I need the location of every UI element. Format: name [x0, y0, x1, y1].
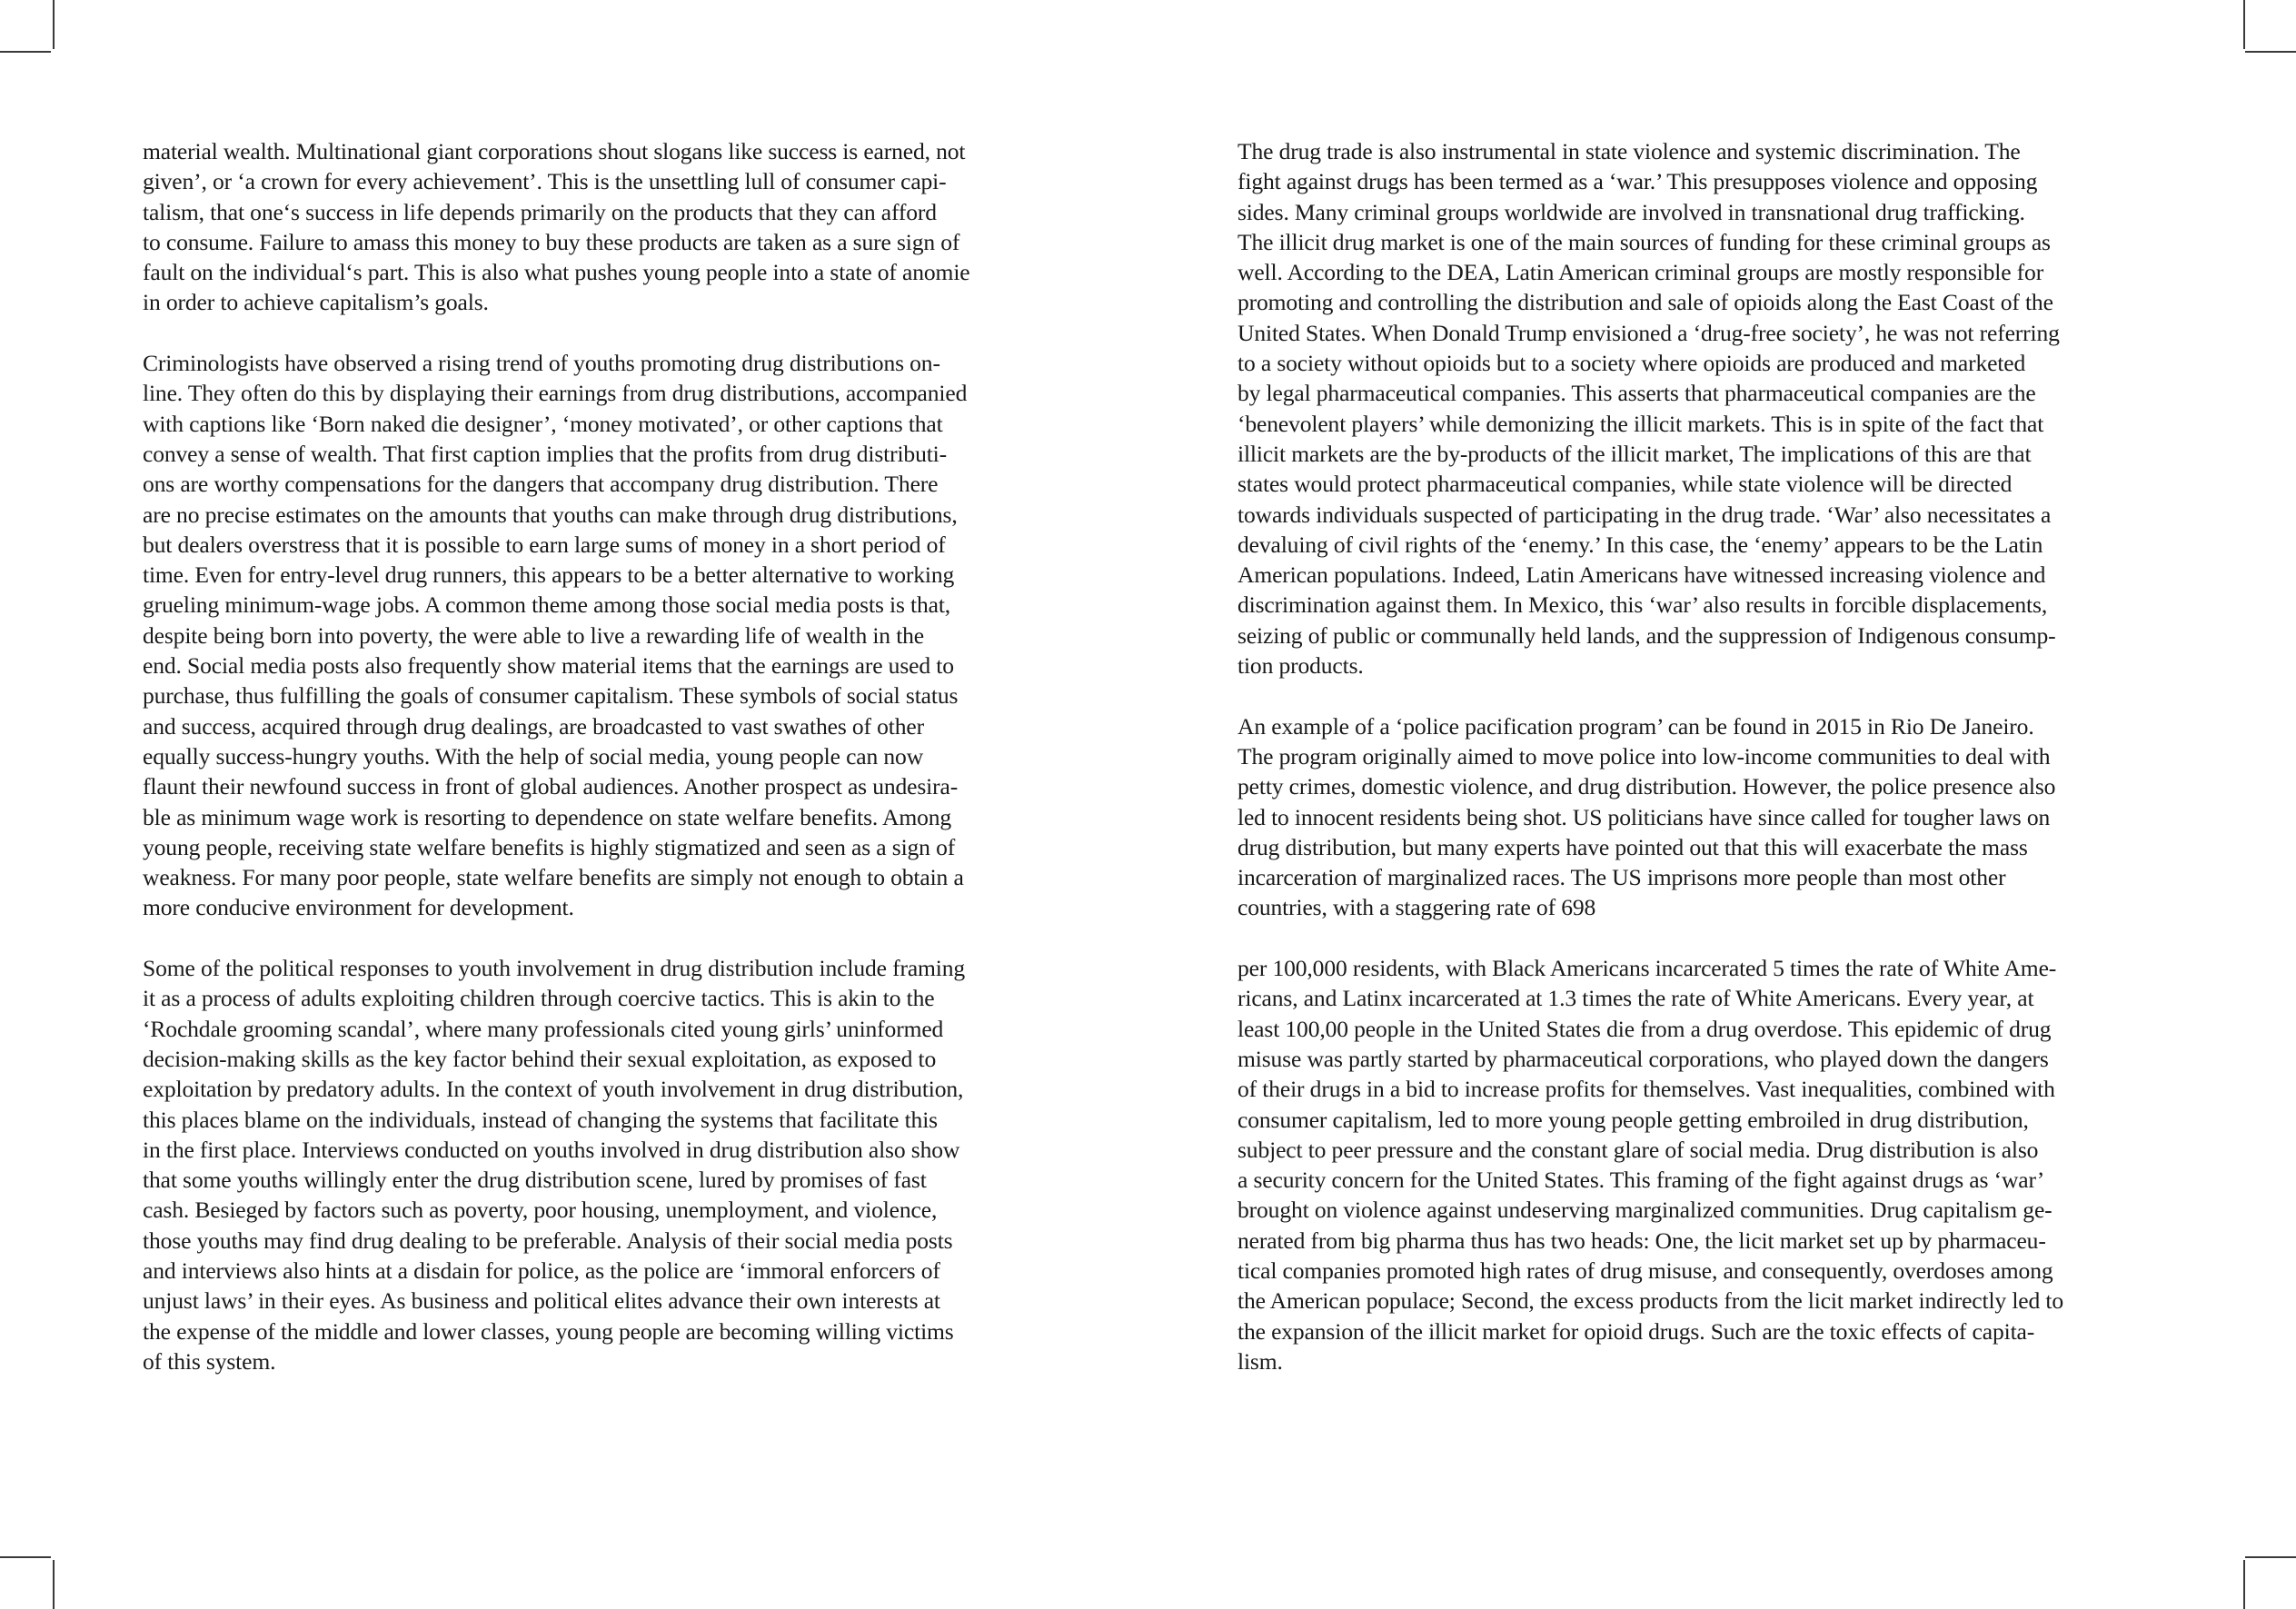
paragraph [143, 136, 1060, 318]
crop-mark-top-right-horizontal [2245, 51, 2296, 53]
text-line: illicit markets are the by-products of the illicit market, The implications of this are that [1237, 440, 2032, 467]
crop-mark-bottom-left-vertical [53, 1560, 55, 1609]
text-line: towards individuals suspected of participating in the drug trade. ‘War’ also necessitates a [1237, 501, 2052, 528]
text-line: it as a process of adults exploiting children through coercive tactics. This is akin to the [143, 985, 935, 1012]
text-line: An example of a ‘police pacification program’ can be found in 2015 in Rio De Janeiro. [1237, 712, 2034, 740]
crop-mark-bottom-right-vertical [2243, 1560, 2245, 1609]
text-line: drug distribution, but many experts have pointed out that this will exacerbate the mass [1237, 833, 2028, 860]
text-line: to consume. Failure to amass this money to buy these products are taken as a sure sign of [143, 228, 960, 255]
text-line: those youths may find drug dealing to be preferable. Analysis of their social media posts [143, 1227, 953, 1254]
text-line: the expense of the middle and lower classes, young people are becoming willing victims [143, 1317, 954, 1345]
text-line: nerated from big pharma thus has two heads: One, the licit market set up by pharmaceu- [1237, 1227, 2046, 1254]
text-line: lism. [1237, 1347, 1283, 1375]
text-line: in order to achieve capitalism’s goals. [143, 289, 489, 316]
text-line: grueling minimum-wage jobs. A common theme among those social media posts is that, [143, 591, 951, 619]
text-line: a security concern for the United States. This framing of the fight against drugs as ‘war’ [1237, 1167, 2045, 1194]
text-line: The drug trade is also instrumental in state violence and systemic discrimination. The [1237, 138, 2021, 164]
text-line: petty crimes, domestic violence, and drug distribution. However, the police presence also [1237, 773, 2056, 800]
text-line: The illicit drug market is one of the main sources of funding for these criminal groups as [1237, 228, 2051, 255]
text-line: and success, acquired through drug dealings, are broadcasted to vast swathes of other [143, 712, 924, 740]
text-line: of this system. [143, 1347, 276, 1375]
text-line: led to innocent residents being shot. US politicians have since called for tougher laws on [1237, 803, 2051, 830]
text-line: material wealth. Multinational giant corporations shout slogans like success is earned, not [143, 138, 966, 164]
text-line: young people, receiving state welfare benefits is highly stigmatized and seen as a sign of [143, 833, 956, 860]
crop-mark-top-right-vertical [2243, 0, 2245, 49]
text-line: convey a sense of wealth. That first caption implies that the profits from drug distributi- [143, 440, 948, 467]
text-line: to a society without opioids but to a society where opioids are produced and marketed [1237, 350, 2026, 377]
text-line: ble as minimum wage work is resorting to dependence on state welfare benefits. Among [143, 803, 952, 830]
text-line: United States. When Donald Trump envisioned a ‘drug-free society’, he was not referring [1237, 319, 2060, 346]
text-line: subject to peer pressure and the constant glare of social media. Drug distribution is also [1237, 1136, 2039, 1163]
text-line: in the first place. Interviews conducted on youths involved in drug distribution also show [143, 1136, 960, 1163]
text-line: fault on the individual‘s part. This is also what pushes young people into a state of anomie [143, 259, 970, 286]
text-line: promoting and controlling the distribution and sale of opioids along the East Coast of the [1237, 289, 2053, 316]
text-line: purchase, thus fulfilling the goals of consumer capitalism. These symbols of social status [143, 682, 959, 710]
text-line: equally success-hungry youths. With the help of social media, young people can now [143, 742, 924, 770]
text-line: states would protect pharmaceutical companies, while state violence will be directed [1237, 471, 2013, 498]
text-line: consumer capitalism, led to more young people getting embroiled in drug distribution, [1237, 1106, 2029, 1133]
text-line: ons are worthy compensations for the dangers that accompany drug distribution. There [143, 471, 939, 498]
text-line: American populations. Indeed, Latin Americans have witnessed increasing violence and [1237, 561, 2046, 589]
left-text-column [143, 136, 1060, 1406]
text-line: tical companies promoted high rates of drug misuse, and consequently, overdoses among [1237, 1256, 2053, 1284]
text-line: ‘benevolent players’ while demonizing the illicit markets. This is in spite of the fact that [1237, 410, 2044, 437]
text-line: ricans, and Latinx incarcerated at 1.3 times the rate of White Americans. Every year, at [1237, 985, 2034, 1012]
text-line: talism, that one‘s success in life depends primarily on the products that they can afford [143, 198, 937, 225]
text-line: are no precise estimates on the amounts that youths can make through drug distributions, [143, 501, 958, 528]
text-line: end. Social media posts also frequently show material items that the earnings are used to [143, 652, 954, 680]
text-line: of their drugs in a bid to increase profits for themselves. Vast inequalities, combined with [1237, 1076, 2055, 1103]
text-line: despite being born into poverty, the were able to live a rewarding life of wealth in the [143, 621, 925, 649]
crop-mark-top-left-horizontal [0, 51, 51, 53]
text-line: discrimination against them. In Mexico, this ‘war’ also results in forcible displacements, [1237, 591, 2048, 619]
text-line: cash. Besieged by factors such as poverty, poor housing, unemployment, and violence, [143, 1197, 938, 1224]
text-line: Some of the political responses to youth involvement in drug distribution include framing [143, 955, 966, 982]
text-line: well. According to the DEA, Latin American criminal groups are mostly responsible for [1237, 259, 2044, 286]
text-line: ‘Rochdale grooming scandal’, where many professionals cited young girls’ uninformed [143, 1015, 944, 1042]
text-line: countries, with a staggering rate of 698 [1237, 894, 1596, 921]
text-line: The program originally aimed to move police into low-income communities to deal with [1237, 742, 2051, 770]
text-line: seizing of public or communally held lands, and the suppression of Indigenous consump- [1237, 621, 2056, 649]
text-line: unjust laws’ in their eyes. As business and political elites advance their own interests at [143, 1287, 940, 1315]
paragraph [1237, 953, 2155, 1376]
text-line: misuse was partly started by pharmaceutical corporations, who played down the dangers [1237, 1045, 2049, 1072]
text-line: per 100,000 residents, with Black Americans incarcerated 5 times the rate of White Ame- [1237, 955, 2057, 982]
text-line: this places blame on the individuals, instead of changing the systems that facilitate this [143, 1106, 938, 1133]
text-line: that some youths willingly enter the drug distribution scene, lured by promises of fast [143, 1167, 927, 1194]
right-text-column [1237, 136, 2155, 1406]
text-line: the American populace; Second, the excess products from the licit market indirectly led to [1237, 1287, 2063, 1315]
text-line: devaluing of civil rights of the ‘enemy.’ In this case, the ‘enemy’ appears to be the Latin [1237, 531, 2043, 558]
text-line: exploitation by predatory adults. In the context of youth involvement in drug distribution, [143, 1076, 964, 1103]
text-line: line. They often do this by displaying their earnings from drug distributions, accompanied [143, 380, 968, 407]
text-line: fight against drugs has been termed as a ‘war.’ This presupposes violence and opposing [1237, 168, 2038, 195]
text-line: incarceration of marginalized races. The US imprisons more people than most other [1237, 864, 2006, 891]
paragraph [1237, 711, 2155, 923]
crop-mark-bottom-left-horizontal [0, 1556, 51, 1558]
text-line: the expansion of the illicit market for opioid drugs. Such are the toxic effects of capita- [1237, 1317, 2035, 1345]
text-line: time. Even for entry-level drug runners, this appears to be a better alternative to working [143, 561, 955, 589]
text-line: more conducive environment for development. [143, 894, 574, 921]
text-line: but dealers overstress that it is possible to earn large sums of money in a short period of [143, 531, 946, 558]
text-line: and interviews also hints at a disdain for police, as the police are ‘immoral enforcers of [143, 1256, 940, 1284]
text-line: flaunt their newfound success in front of global audiences. Another prospect as undesira- [143, 773, 959, 800]
paragraph [143, 348, 1060, 923]
crop-mark-bottom-right-horizontal [2245, 1556, 2296, 1558]
text-line: tion products. [1237, 652, 1364, 680]
text-line: decision-making skills as the key factor behind their sexual exploitation, as exposed to [143, 1045, 937, 1072]
text-line: with captions like ‘Born naked die designer’, ‘money motivated’, or other captions that [143, 410, 943, 437]
text-line: Criminologists have observed a rising trend of youths promoting drug distributions on- [143, 350, 940, 377]
crop-mark-top-left-vertical [53, 0, 55, 49]
text-line: given’, or ‘a crown for every achievement’. This is the unsettling lull of consumer capi- [143, 168, 947, 195]
paragraph [143, 953, 1060, 1376]
paragraph [1237, 136, 2155, 680]
text-line: weakness. For many poor people, state welfare benefits are simply not enough to obtain a [143, 864, 964, 891]
text-line: least 100,00 people in the United States die from a drug overdose. This epidemic of drug [1237, 1015, 2052, 1042]
text-line: sides. Many criminal groups worldwide are involved in transnational drug trafficking. [1237, 198, 2025, 225]
text-line: by legal pharmaceutical companies. This asserts that pharmaceutical companies are the [1237, 380, 2036, 407]
text-line: brought on violence against undeserving marginalized communities. Drug capitalism ge- [1237, 1197, 2052, 1224]
